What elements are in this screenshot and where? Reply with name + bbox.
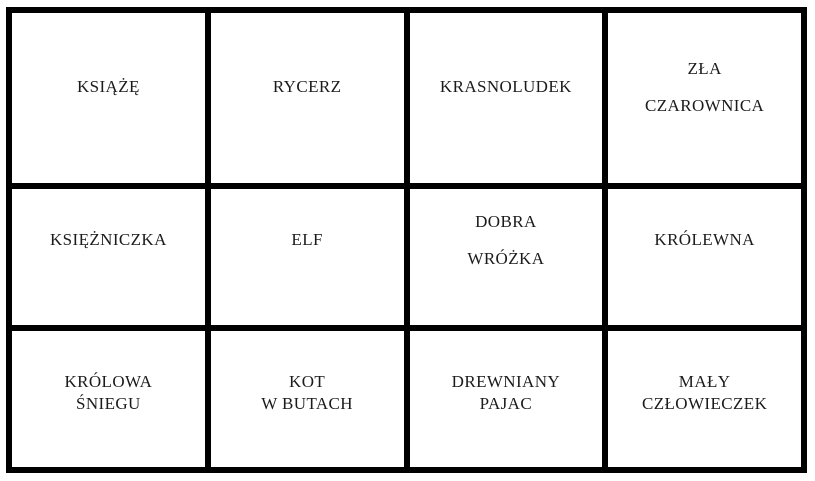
cell-text-line: PAJAC	[479, 394, 533, 413]
cell-text-line: CZŁOWIECZEK	[641, 394, 768, 413]
cell-text-line: DREWNIANY	[451, 372, 561, 391]
table-cell-r1c2	[211, 13, 404, 183]
table-cell-r2c3	[410, 189, 603, 325]
table-cell-r1c1	[12, 13, 205, 183]
character-table	[6, 7, 807, 473]
cell-text-line: KSIĘŻNICZKA	[49, 230, 167, 249]
table-cell-r1c4	[608, 13, 801, 183]
cell-text-line: KOT	[289, 372, 326, 391]
table-cell-r3c4	[608, 331, 801, 467]
cell-text-line: KRÓLOWA	[64, 372, 153, 391]
table-cell-r3c2	[211, 331, 404, 467]
cell-text-line: MAŁY	[678, 372, 731, 391]
table-cell-r2c1	[12, 189, 205, 325]
cell-text-line: CZAROWNICA	[645, 95, 765, 115]
table-cell-r2c2	[211, 189, 404, 325]
cell-text-line: DOBRA	[475, 211, 537, 231]
table-cell-r3c3	[410, 331, 603, 467]
cell-text-line: ZŁA	[687, 58, 722, 78]
cell-text-line: KRASNOLUDEK	[439, 77, 572, 96]
cell-text-line: RYCERZ	[272, 77, 342, 96]
cell-text-line: KSIĄŻĘ	[76, 77, 140, 96]
cell-text-line: ŚNIEGU	[76, 394, 141, 413]
table-cell-r1c3	[410, 13, 603, 183]
cell-text-line: WRÓŻKA	[467, 248, 545, 268]
table-cell-r2c4	[608, 189, 801, 325]
cell-text-line: W BUTACH	[261, 394, 353, 413]
cell-text-line: KRÓLEWNA	[654, 230, 755, 249]
table-cell-r3c1	[12, 331, 205, 467]
cell-text-line: ELF	[291, 230, 323, 249]
